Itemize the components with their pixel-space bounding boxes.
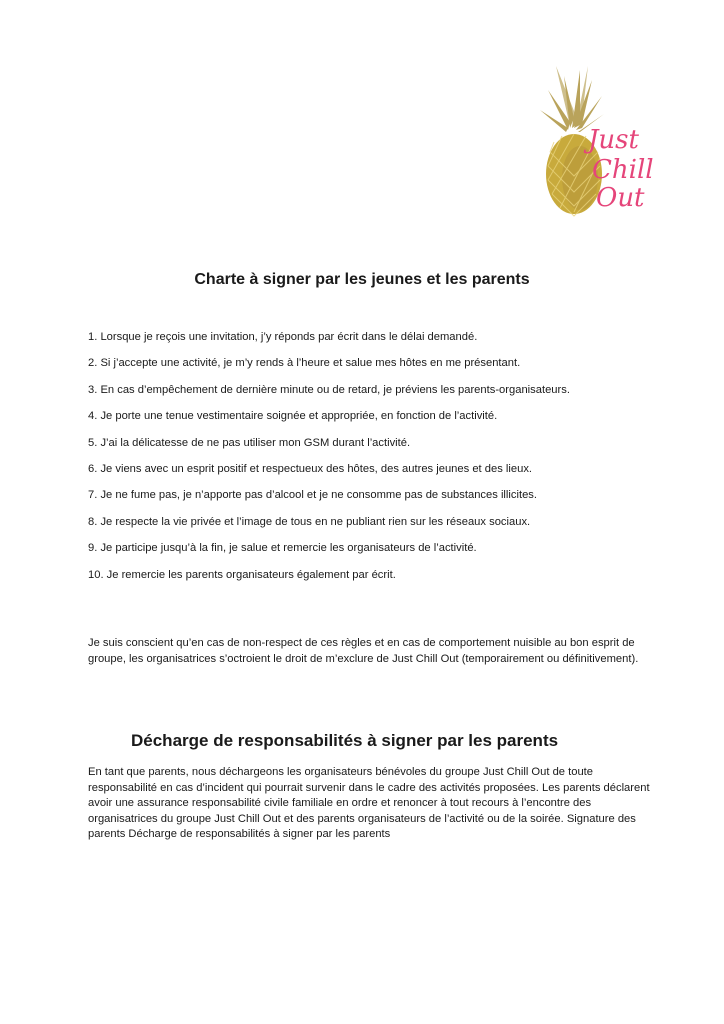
list-item: 2. Si j’accepte une activité, je m’y rends à l’heure et salue mes hôtes en me présentant. [88, 357, 521, 370]
list-item: 6. Je viens avec un esprit positif et respectueux des hôtes, des autres jeunes et des lieux. [88, 462, 533, 475]
list-item: 4. Je porte une tenue vestimentaire soignée et appropriée, en fonction de l’activité. [88, 410, 498, 423]
svg-text:Chill: Chill [592, 155, 654, 185]
list-item: 5. J’ai la délicatesse de ne pas utiliser mon GSM durant l’activité. [88, 436, 411, 449]
list-item: 9. Je participe jusqu’à la fin, je salue et remercie les organisateurs de l’activité. [88, 542, 477, 555]
charter-title: Charte à signer par les jeunes et les parents [194, 271, 530, 288]
svg-text:Out: Out [596, 183, 645, 213]
list-item: 10. Je remercie les parents organisateurs également par écrit. [88, 568, 396, 581]
list-item: 7. Je ne fume pas, je n’apporte pas d’alcool et je ne consomme pas de substances illicites. [88, 489, 537, 502]
pineapple-icon [530, 66, 670, 226]
svg-text:Just: Just [588, 125, 639, 155]
list-item: 1. Lorsque je reçois une invitation, j’y réponds par écrit dans le délai demandé. [88, 331, 478, 343]
list-item: 8. Je respecte la vie privée et l’image de tous en ne publiant rien sur les réseaux sociaux. [88, 515, 531, 528]
list-item: 3. En cas d’empêchement de dernière minute ou de retard, je préviens les parents-organisateurs. [88, 383, 570, 396]
consent-paragraph: Je suis conscient qu’en cas de non-respect de ces règles et en cas de comportement nuisible au bon esprit de groupe, les organisatrices s’octroient le droit de m’exclure de Just Chill Out (temporairement ou définitivement). [88, 637, 639, 665]
discharge-paragraph: En tant que parents, nous déchargeons les organisateurs bénévoles du groupe Just Chill Out de toute responsabilité en cas d’incident qui pourrait survenir dans le cadre des activités proposées. Les parents déclarent avoir une assurance responsabilité civile familiale en ordre et renoncer à tout recours à l’encontre des organisatrices du groupe Just Chill Out et des parents organisateurs de l’activité ou de la soirée. Signature des parents Décharge de responsabilités à signer par les parents [88, 766, 650, 841]
charter-rules-list [88, 330, 688, 594]
just-chill-out-logo [530, 66, 670, 226]
discharge-title: Décharge de responsabilités à signer par les parents [131, 731, 559, 750]
